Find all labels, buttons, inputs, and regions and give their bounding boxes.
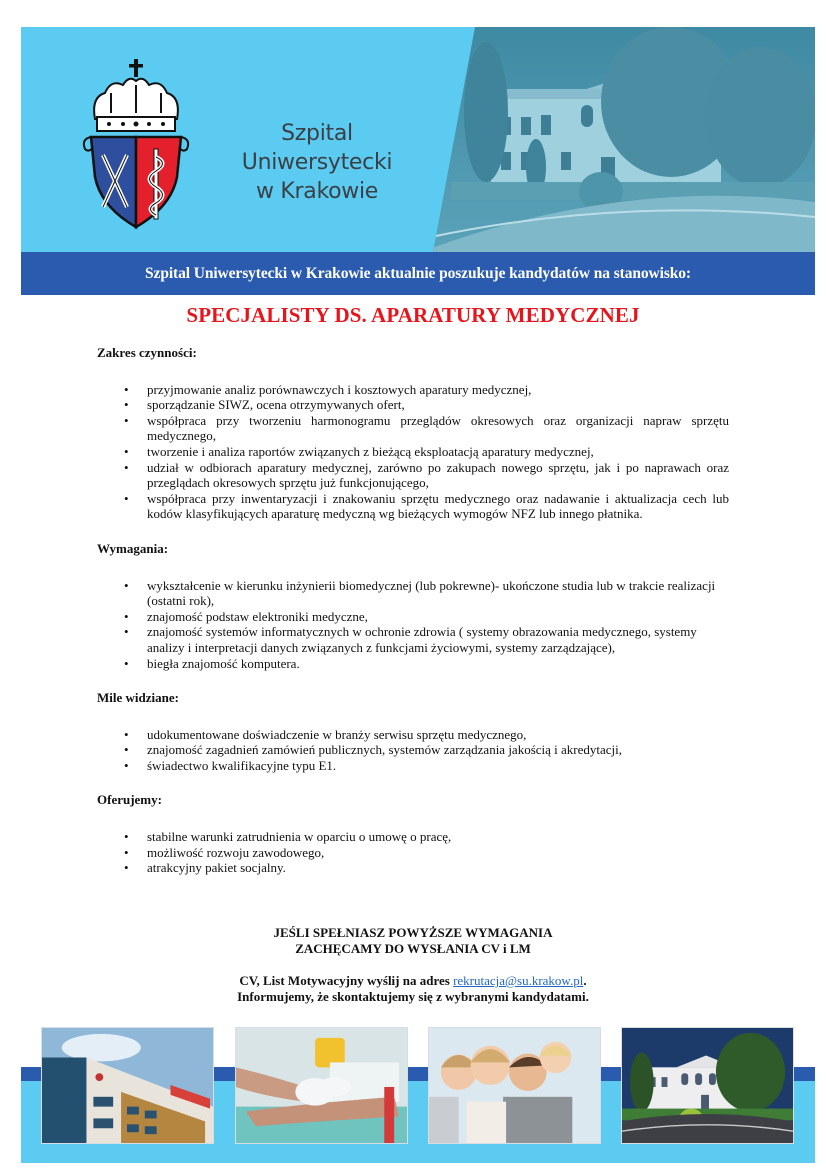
- bullet-icon: •: [124, 577, 129, 593]
- list-item: • sporządzanie SIWZ, ocena otrzymywanych ofert,: [124, 397, 405, 413]
- contact-info: Informujemy, że skontaktujemy się z wybranymi kandydatami.: [237, 989, 589, 1004]
- bullet-list: [97, 578, 729, 672]
- blood-draw-photo: [235, 1027, 408, 1144]
- hospital-name: [217, 119, 417, 206]
- bullet-icon: •: [124, 742, 129, 758]
- bullet-icon: •: [124, 459, 129, 475]
- historic-building-photo: [621, 1027, 794, 1144]
- historic-building-icon: [622, 1028, 793, 1143]
- list-item: • współpraca przy inwentaryzacji i znakowaniu sprzętu medycznego oraz nadawanie i aktualizacja cech lub kodów klasyfikujących aparaturę medyczną wg bieżących wymogów NFZ lub innego płatnika.: [124, 490, 729, 522]
- section-requirements: [97, 541, 729, 671]
- list-item: • znajomość zagadnień zamówień publicznych, systemów zarządzania jakością i akredytacji,: [124, 742, 623, 758]
- section-heading: Oferujemy:: [97, 792, 162, 808]
- list-item: • tworzenie i analiza raportów związanych z bieżącą eksploatacją aparatury medycznej,: [124, 443, 594, 459]
- list-item: • znajomość systemów informatycznych w ochronie zdrowia ( systemy obrazowania medycznego, systemy analizy i interpretacji danych związanych z funkcjami życiowymi, systemy zarządzające),: [124, 624, 697, 655]
- bullet-icon: •: [124, 443, 129, 459]
- bullet-list: [97, 382, 729, 522]
- family-photo: [428, 1027, 601, 1144]
- section-responsibilities: [97, 345, 729, 522]
- list-item: • udział w odbiorach aparatury medycznej, zarówno po zakupach nowego sprzętu, jak i po naprawach oraz przeglądach okresowych sprzętu już funkcjonującego,: [124, 459, 729, 491]
- bullet-icon: •: [124, 381, 129, 397]
- bullet-icon: •: [124, 608, 129, 624]
- bullet-icon: •: [124, 397, 129, 413]
- list-item: • biegła znajomość komputera.: [124, 655, 300, 671]
- section-heading: Wymagania:: [97, 540, 169, 556]
- hospital-logo: [81, 57, 191, 232]
- send-instructions: CV, List Motywacyjny wyślij na adres rekrutacja@su.krakow.pl.: [239, 973, 587, 988]
- bullet-icon: •: [124, 412, 129, 428]
- list-item: • wykształcenie w kierunku inżynierii biomedycznej (lub pokrewne)- ukończone studia lub w trakcie realizacji (ostatni rok),: [124, 577, 716, 609]
- list-item: • świadectwo kwalifikacyjne typu E1.: [124, 757, 337, 773]
- list-item: • stabilne warunki zatrudnienia w oparciu o umowę o pracę,: [124, 829, 452, 845]
- bullet-list: [97, 829, 729, 876]
- hospital-name-line-2: Uniwersytecki: [241, 150, 393, 175]
- header-panel: [21, 27, 815, 252]
- list-item: • przyjmowanie analiz porównawczych i kosztowych aparatury medycznej,: [124, 381, 532, 397]
- medical-procedure-icon: [236, 1028, 407, 1143]
- bullet-icon: •: [124, 829, 129, 845]
- list-item: • atrakcyjny pakiet socjalny.: [124, 860, 286, 876]
- section-heading: Zakres czynności:: [97, 345, 197, 360]
- list-item: • współpraca przy tworzeniu harmonogramu przeglądów okresowych oraz organizacji napraw sprzętu medycznego,: [124, 412, 729, 444]
- hospital-name-line-3: w Krakowie: [256, 179, 378, 204]
- section-heading: Mile widziane:: [97, 690, 179, 706]
- job-description: [97, 345, 729, 895]
- bullet-icon: •: [124, 726, 129, 742]
- cta-line-1: JEŚLI SPEŁNIASZ POWYŻSZE WYMAGANIA: [273, 925, 553, 940]
- hospital-building-photo: [41, 1027, 214, 1144]
- bullet-icon: •: [124, 490, 129, 506]
- section-nice-to-have: [97, 690, 729, 773]
- section-we-offer: [97, 792, 729, 875]
- job-title: SPECJALISTY DS. APARATURY MEDYCZNEJ: [186, 303, 640, 327]
- bullet-icon: •: [124, 757, 129, 773]
- bullet-icon: •: [124, 844, 129, 860]
- bullet-icon: •: [124, 860, 129, 876]
- list-item: • udokumentowane doświadczenie w branży serwisu sprzętu medycznego,: [124, 726, 527, 742]
- smiling-family-icon: [429, 1028, 600, 1143]
- email-link[interactable]: rekrutacja@su.krakow.pl: [453, 973, 584, 988]
- modern-building-icon: [42, 1028, 213, 1143]
- bullet-icon: •: [124, 624, 129, 640]
- list-item: • możliwość rozwoju zawodowego,: [124, 844, 325, 860]
- call-to-action: [0, 925, 826, 1005]
- bullet-list: [97, 727, 729, 774]
- hospital-name-line-1: Szpital: [281, 121, 353, 146]
- bullet-icon: •: [124, 655, 129, 671]
- coat-of-arms-icon: [81, 57, 191, 232]
- list-item: • znajomość podstaw elektroniki medyczne,: [124, 608, 368, 624]
- cta-line-2: ZACHĘCAMY DO WYSŁANIA CV i LM: [295, 941, 531, 956]
- announcement-banner: Szpital Uniwersytecki w Krakowie aktualnie poszukuje kandydatów na stanowisko:: [21, 252, 815, 295]
